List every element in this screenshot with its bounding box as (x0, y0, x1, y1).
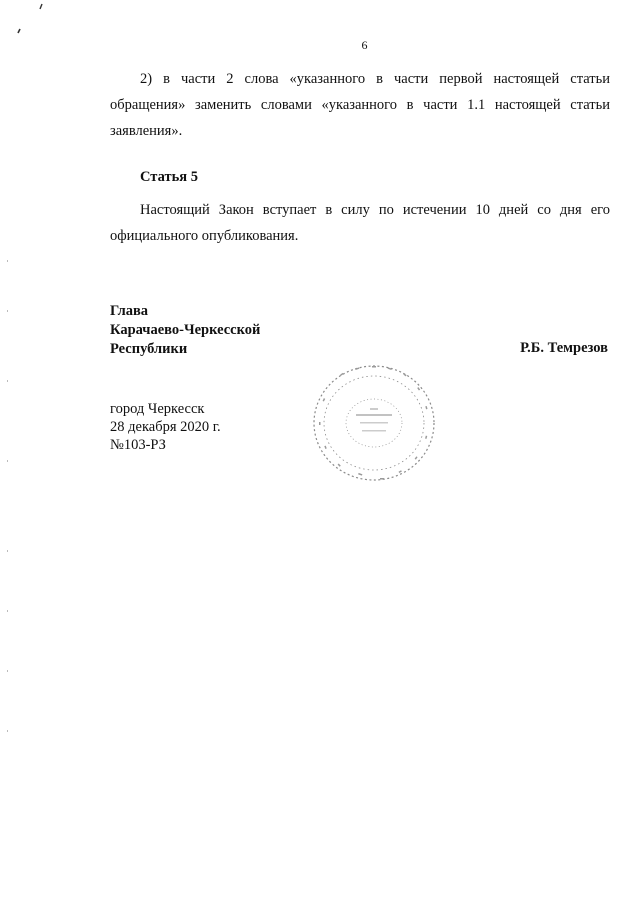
signatory-title-line-1: Глава (110, 303, 149, 319)
signing-date: 28 декабря 2020 г. (110, 419, 221, 435)
signatory-title-line-2: Карачаево-Черкесской (110, 322, 261, 338)
law-number: №103-РЗ (110, 437, 166, 453)
signatory-title (110, 302, 260, 359)
signatory-title-line-3: Республики (110, 341, 188, 357)
page-number: 6 (361, 38, 368, 52)
scan-edge-dots (6, 250, 10, 750)
signatory-name: Р.Б. Темрезов (520, 340, 608, 356)
signing-details (110, 400, 221, 454)
article-heading: Статья 5 (140, 169, 198, 185)
effective-date-paragraph: Настоящий Закон вступает в силу по истечении 10 дней со дня его официального опубликования. (110, 202, 610, 244)
signing-city: город Черкесск (110, 401, 205, 417)
official-seal (310, 362, 438, 484)
amendment-paragraph: 2) в части 2 слова «указанного в части первой настоящей статьи обращения» заменить словами «указанного в части 1.1 настоящей статьи заявления». (110, 71, 610, 139)
